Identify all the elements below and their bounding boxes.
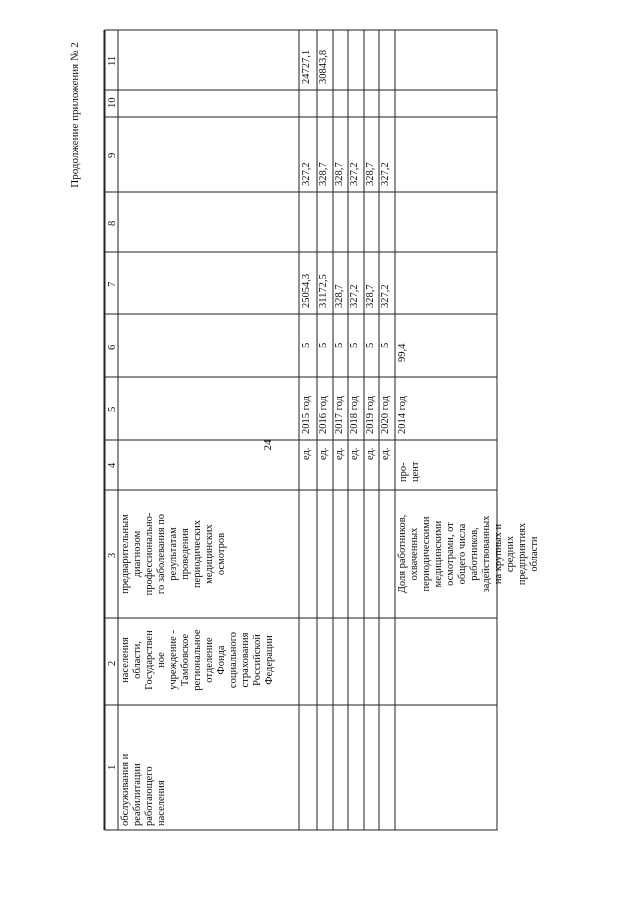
row-5-c9: 328,7 [365,162,376,186]
col3-line: результатам [168,527,179,581]
col2-line: региональное [192,629,203,691]
col3-line: осмотров [216,532,227,576]
col2-line: Тамбовское [180,633,191,687]
row-3-c6: 5 [334,342,345,348]
row-4-unit: ед. [349,447,360,460]
row-4-c7: 327,2 [349,284,360,308]
col3-line: Доля работников, [397,514,408,594]
row-2-c9: 328,7 [318,162,329,186]
col3-line: медицинских [204,524,215,584]
col2-line: населения [120,637,131,683]
row-2-c7: 31172,5 [318,274,329,308]
row-5-unit: ед. [365,447,376,460]
row-1-unit: ед. [301,447,312,460]
col3-line: диагнозом [132,530,143,578]
row-6-unit: ед. [380,447,391,460]
col3-line: задействованных [481,515,492,593]
column-number-7: 7 [107,281,118,287]
row-1-c11: 24727,1 [301,49,312,84]
col1-text [120,708,168,826]
row-5-year: 2019 год [365,396,376,434]
column-number-10: 10 [107,97,118,108]
col3-line: на крупных и [493,523,504,585]
col3-line: периодическими [421,516,432,592]
column-number-5: 5 [107,406,118,412]
col1-line: населения [156,780,167,826]
col3-line: го заболевания по [156,513,167,595]
col2-line: Российской [252,634,263,686]
row-3-c7: 328,7 [334,284,345,308]
row-2-unit: ед. [318,447,329,460]
col3-line: периодических [192,520,203,588]
row-4-year: 2018 год [349,396,360,434]
col2-line: социального [228,631,239,689]
row-3-c9: 328,7 [334,162,345,186]
row-1-year: 2015 год [301,396,312,434]
col3-line: профессионально- [144,512,155,596]
col3-line: проведения [180,528,191,580]
column-number-9: 9 [107,152,118,158]
col1-line: обслуживания и [120,753,131,826]
column-number-2: 2 [107,660,118,666]
col3-line: работников, [469,527,480,581]
col3-line: охваченных [409,527,420,581]
col2-line: страхования [240,632,251,688]
col2-line: Федерации [264,635,275,685]
column-number-1: 1 [107,764,118,770]
col3-line: области [529,536,540,572]
col2-line: Государствен [144,630,155,690]
row-3-year: 2017 год [334,396,345,434]
col2-line: области, [132,641,143,679]
col2-line: ное [156,652,167,668]
row-2-year: 2016 год [318,396,329,434]
appendix-label-text: Продолжение приложения № 2 [69,42,81,188]
row-6-c6: 5 [380,342,391,348]
col3-line: предварительным [120,514,131,594]
col3-line: предприятиях [517,522,528,586]
col3-line: общего числа [457,523,468,585]
row-4-c9: 327,2 [349,162,360,186]
row-6-year: 2020 год [380,396,391,434]
row-6-c9: 327,2 [380,162,391,186]
row-2-c6: 5 [318,342,329,348]
page-number: 24 [262,439,274,451]
row-1-c6: 5 [301,342,312,348]
col2-line: учреждение - [168,630,179,690]
col3-text-bottom [397,494,541,614]
last-row-unit-2: цент [410,461,421,482]
last-row-c6: 99,4 [397,343,408,362]
col3-line: осмотрами, от [445,522,456,586]
column-number-3: 3 [107,552,118,558]
column-number-11: 11 [107,55,118,66]
last-row-unit-1: про- [398,462,409,482]
column-number-4: 4 [107,462,118,468]
row-5-c7: 328,7 [365,284,376,308]
row-5-c6: 5 [365,342,376,348]
col2-text [120,620,276,700]
col3-line: медицинскими [433,520,444,588]
col3-text-top [120,494,228,614]
column-number-8: 8 [107,220,118,226]
row-6-c7: 327,2 [380,284,391,308]
column-number-6: 6 [107,344,118,350]
row-1-c7: 25054,3 [301,273,312,308]
col2-line: Фонда [216,645,227,675]
col1-line: работающего [144,766,155,826]
row-3-unit: ед. [334,447,345,460]
col2-line: отделение [204,637,215,683]
col1-line: реабилитации [132,763,143,826]
row-2-c11: 30843,8 [318,49,329,84]
col3-line: средних [505,535,516,573]
row-4-c6: 5 [349,342,360,348]
last-row-year: 2014 год [397,396,408,434]
row-1-c9: 327,2 [301,162,312,186]
